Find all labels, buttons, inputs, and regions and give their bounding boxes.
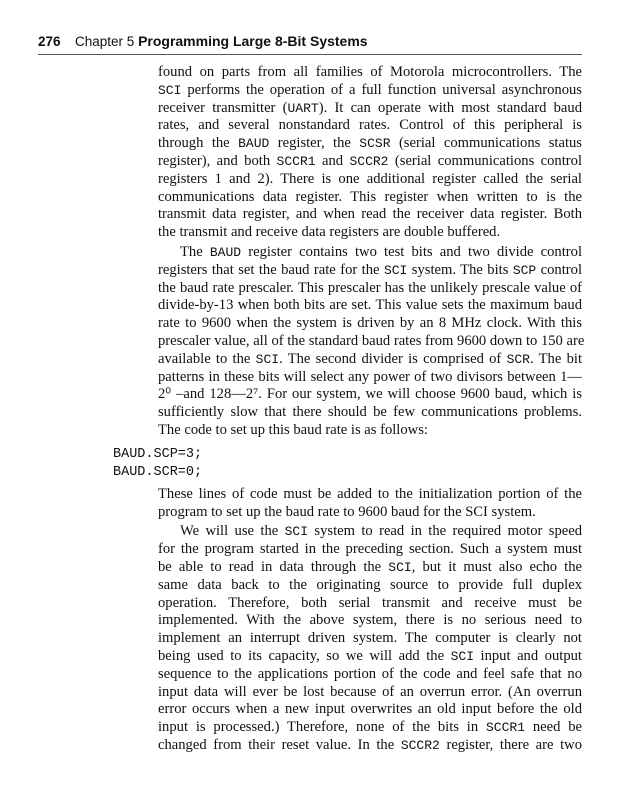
inline-code: UART <box>287 100 319 116</box>
paragraph <box>158 523 582 754</box>
text-line: rates, and several nonstandard rates. Control of this peripheral is <box>158 117 582 134</box>
text-line: the transmit and receive data registers are double buffered. <box>158 224 501 241</box>
text-line: for the program started in the preceding section. Such a system must <box>158 541 582 558</box>
text-line: register), and both SCCR1 and SCCR2 (serial communications control <box>158 152 582 169</box>
inline-code: SCSR <box>359 136 391 152</box>
text-line: receiver transmitter (UART). It can operate with most standard baud <box>158 99 582 116</box>
text-line: These lines of code must be added to the initialization portion of the <box>158 485 582 502</box>
header-rule <box>38 54 582 55</box>
text-line: implement an interrupt driven system. The computer is clearly not <box>158 630 582 647</box>
code-block <box>113 446 582 482</box>
paragraph <box>158 64 582 242</box>
text-line: through the BAUD register, the SCSR (serial communications status <box>158 135 582 152</box>
text-line: divide-by-13 when both bits are set. This value sets the maximum baud <box>158 297 582 314</box>
text-line: registers 1 and 2). There is one additional register called the serial <box>158 170 582 187</box>
text-line: transmit data register, and when read the receiver data register. Both <box>158 206 582 223</box>
text-line: sufficiently slow that there should be few communications problems. <box>158 404 582 421</box>
inline-code: SCI <box>284 524 309 540</box>
inline-code: SCR <box>506 351 530 367</box>
inline-code: SCP <box>512 262 537 278</box>
text-line: be able to read in data through the SCI, but it must also echo the <box>158 558 582 575</box>
text-line: The code to set up this baud rate is as follows: <box>158 421 428 438</box>
text-line: program to set up the baud rate to 9600 baud for the SCI system. <box>158 503 536 520</box>
text-line: sequence to the applications portion of the code and feel safe that no <box>158 665 582 682</box>
paragraphs-before-code <box>158 64 585 440</box>
text-line: error occurs when a new input overwrites an old input before the old <box>158 701 582 718</box>
text-line: We will use the SCI system to read in the required motor speed <box>180 523 583 540</box>
text-line: 2⁰ –and 128—2⁷. For our system, we will choose 9600 baud, which is <box>158 386 582 403</box>
paragraph <box>158 243 585 440</box>
inline-code: BAUD <box>209 244 242 260</box>
running-header <box>38 33 582 49</box>
inline-code: SCI <box>255 351 280 367</box>
inline-code: SCI <box>450 648 474 664</box>
text-line: input data will ever be lost because of an overrun error. (An overrun <box>158 683 582 700</box>
text-line: operation. Therefore, both serial transmit and receive must be <box>158 594 582 611</box>
text-line: communications data register. This register when written to is the <box>158 188 582 205</box>
text-line: patterns in these bits will select any power of two divisors between 1— <box>158 368 582 385</box>
inline-code: SCI <box>158 82 182 98</box>
code-line: BAUD.SCP=3; <box>113 446 203 462</box>
text-line: the baud rate prescaler. This prescaler has the unlikely prescale value of <box>158 279 582 296</box>
paragraphs-after-code <box>158 486 582 755</box>
chapter-label: Chapter 5 <box>75 34 135 49</box>
text-line: SCI performs the operation of a full function universal asynchronous <box>158 81 582 98</box>
inline-code: SCI <box>383 262 408 278</box>
page-number: 276 <box>38 34 61 49</box>
text-line: found on parts from all families of Motorola microcontrollers. The <box>158 64 582 80</box>
paragraph <box>158 486 582 522</box>
chapter-title: Programming Large 8-Bit Systems <box>138 33 368 49</box>
text-line: The BAUD register contains two test bits and two divide control <box>180 243 582 260</box>
text-line: rate to 9600 when the system is driven by an 8 MHz clock. With this <box>158 315 582 332</box>
text-line: implemented. With the above system, there is no serious need to <box>158 612 582 629</box>
body-text <box>113 64 585 757</box>
inline-code: SCCR2 <box>349 153 389 169</box>
inline-code: SCCR1 <box>485 720 525 736</box>
text-line: being used to its capacity, so we will add the SCI input and output <box>158 647 582 664</box>
inline-code: BAUD <box>238 136 270 152</box>
text-line: same data back to the originating source to provide full duplex <box>158 576 582 593</box>
text-line: registers that set the baud rate for the SCI system. The bits SCP control <box>158 261 582 278</box>
inline-code: SCCR1 <box>276 153 316 169</box>
inline-code: SCCR2 <box>400 737 440 753</box>
inline-code: SCI <box>388 559 412 575</box>
text-line: changed from their reset value. In the SCCR2 register, there are two <box>158 736 582 753</box>
text-line: prescaler value, all of the standard baud rates from 9600 down to 150 are <box>158 332 585 349</box>
text-line: input is processed.) Therefore, none of the bits in SCCR1 need be <box>158 719 582 736</box>
code-line: BAUD.SCR=0; <box>113 464 203 480</box>
text-line: available to the SCI. The second divider is comprised of SCR. The bit <box>158 350 583 367</box>
